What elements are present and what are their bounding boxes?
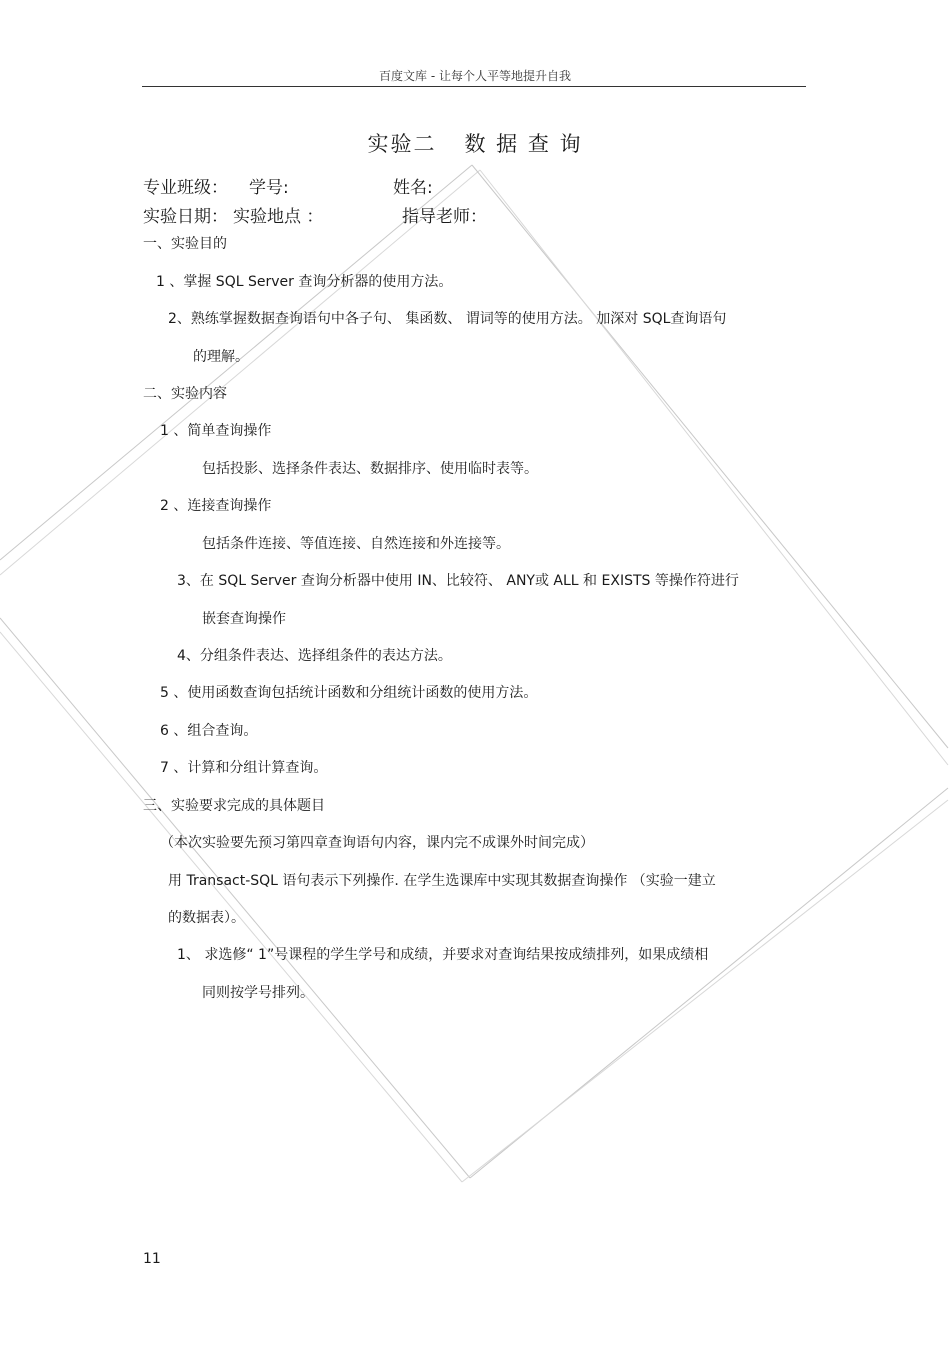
section-1-item-2-line-1: 2、熟练掌握数据查询语句中各子句、 集函数、 谓词等的使用方法。 加深对 SQL查询语句 [168,311,727,327]
teacher-label: 指导老师： [402,207,487,227]
section-2-item-2: 2 、连接查询操作 [160,498,272,514]
date-label: 实验日期： [143,207,228,227]
section-2-item-2-desc: 包括条件连接、等值连接、自然连接和外连接等。 [202,536,510,552]
question-1-line-2: 同则按学号排列。 [202,985,314,1001]
section-2-item-7: 7 、计算和分组计算查询。 [160,760,328,776]
header-rule [142,86,806,87]
section-2-item-5: 5 、使用函数查询包括统计函数和分组统计函数的使用方法。 [160,685,538,701]
section-2-item-1-desc: 包括投影、选择条件表达、数据排序、使用临时表等。 [202,461,538,477]
question-1-line-1: 1、 求选修“ 1”号课程的学生学号和成绩，并要求对查询结果按成绩排列，如果成绩相 [177,947,709,963]
page-number: 11 [143,1251,161,1267]
class-label: 专业班级： [143,178,228,198]
section-2-item-3-line-1: 3、在 SQL Server 查询分析器中使用 IN、比较符、 ANY或 ALL 和 EXISTS 等操作符进行 [177,573,739,589]
section-2-title: 二、实验内容 [143,386,227,402]
section-3-title: 三、实验要求完成的具体题目 [143,798,325,814]
name-label: 姓名: [393,178,433,198]
title-part1: 实验二 [367,132,437,156]
section-1-item-1: 1 、掌握 SQL Server 查询分析器的使用方法。 [156,274,453,290]
section-2-item-3-line-2: 嵌套查询操作 [202,611,286,627]
section-3-intro-line-1: 用 Transact-SQL 语句表示下列操作. 在学生选课库中实现其数据查询操作 （实验一建立 [168,873,716,889]
section-3-intro-line-2: 的数据表）。 [168,910,245,926]
section-1-title: 一、实验目的 [143,236,227,252]
student-id-label: 学号: [249,178,289,198]
section-1-item-2-line-2: 的理解。 [193,349,249,365]
section-2-item-1: 1 、简单查询操作 [160,423,272,439]
document-title [0,128,950,158]
title-part2: 数 据 查 询 [464,132,583,156]
page-header: 百度文库 - 让每个人平等地提升自我 [379,69,571,83]
section-2-item-4: 4、分组条件表达、选择组条件的表达方法。 [177,648,452,664]
section-2-item-6: 6 、组合查询。 [160,723,258,739]
section-3-note: （本次实验要先预习第四章查询语句内容，课内完不成课外时间完成） [160,835,594,851]
place-label: 实验地点 ： [233,207,324,227]
